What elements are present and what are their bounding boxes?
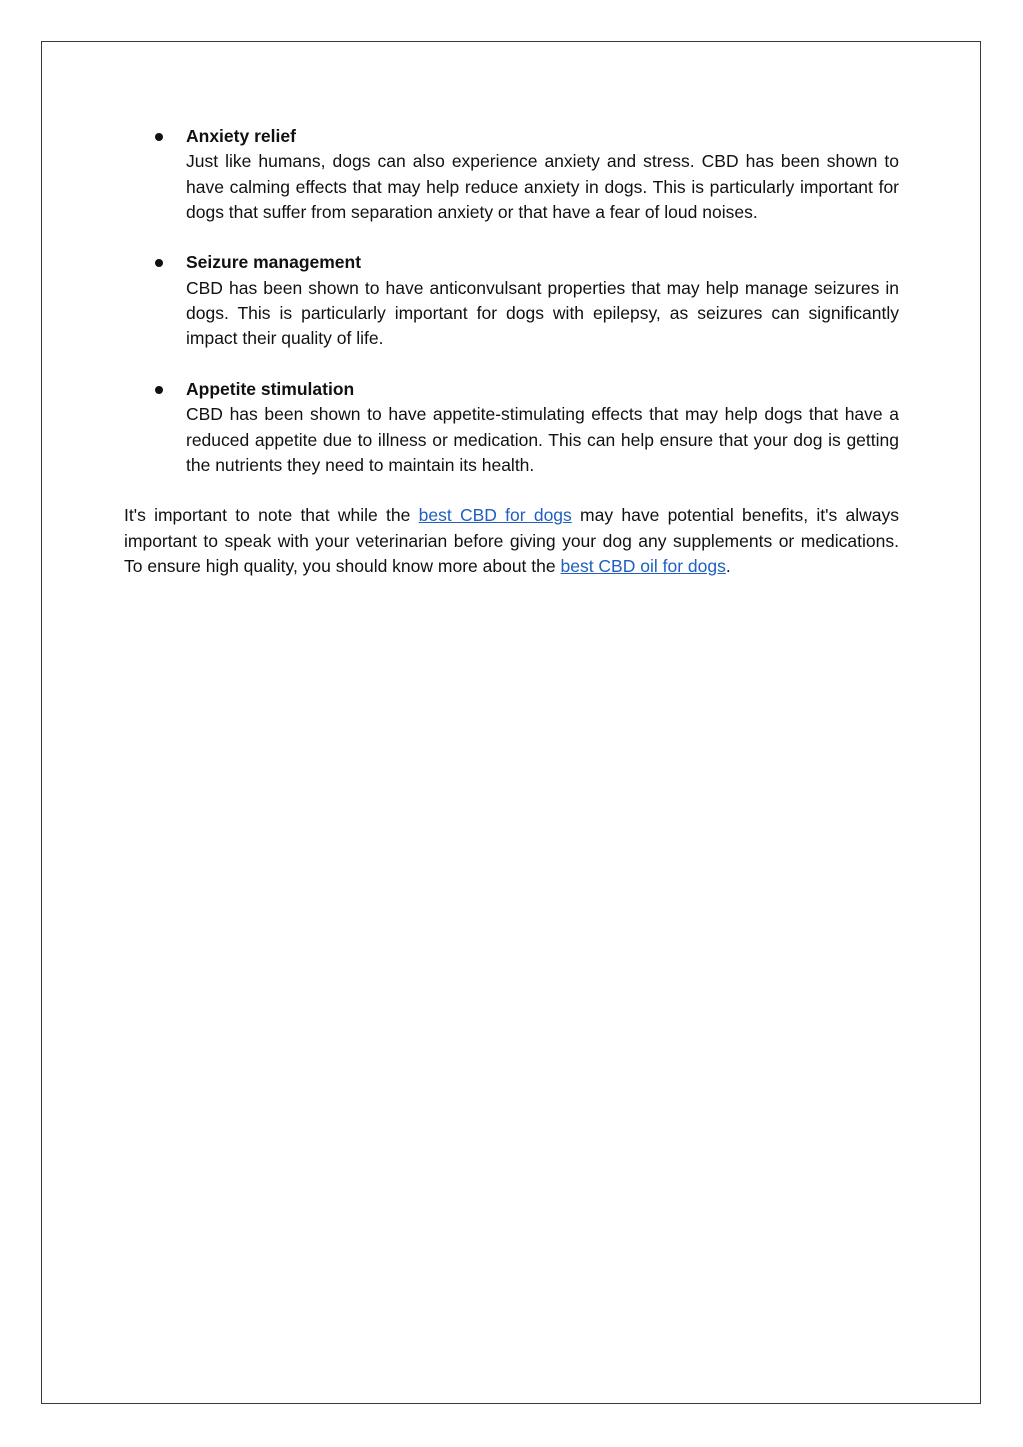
closing-paragraph (124, 503, 899, 579)
closing-text-middle: may have potential benefits, it's always important to speak with your veterinarian before giving your dog any supplements or medications. To ensure high quality, you should know more about the (124, 505, 899, 577)
bullet-icon (155, 133, 163, 141)
list-item (124, 250, 899, 351)
bullet-title: Anxiety relief (186, 126, 296, 146)
list-item (124, 377, 899, 478)
bullet-title: Appetite stimulation (186, 378, 355, 399)
document-content (124, 124, 899, 579)
best-cbd-oil-for-dogs-link[interactable]: best CBD oil for dogs (560, 556, 726, 577)
bullet-icon (155, 259, 163, 267)
list-item (124, 124, 899, 225)
best-cbd-for-dogs-link[interactable]: best CBD for dogs (418, 505, 572, 526)
closing-text-start: It's important to note that while the (124, 505, 419, 526)
bullet-icon (155, 386, 163, 394)
bullet-title: Seizure management (186, 252, 362, 273)
bullet-body: Just like humans, dogs can also experience anxiety and stress. CBD has been shown to have calming effects that may help reduce anxiety in dogs. This is particularly important for dogs that suffer from separation anxiety or that have a fear of loud noises. (186, 151, 899, 222)
benefits-list (124, 124, 899, 478)
bullet-body: CBD has been shown to have appetite-stimulating effects that may help dogs that have a reduced appetite due to illness or medication. This can help ensure that your dog is getting the nutrients they need to maintain its health. (186, 404, 899, 475)
closing-text-end: . (725, 556, 731, 577)
bullet-body: CBD has been shown to have anticonvulsant properties that may help manage seizures in dogs. This is particularly important for dogs with epilepsy, as seizures can significantly impact their quality of life. (186, 277, 899, 349)
